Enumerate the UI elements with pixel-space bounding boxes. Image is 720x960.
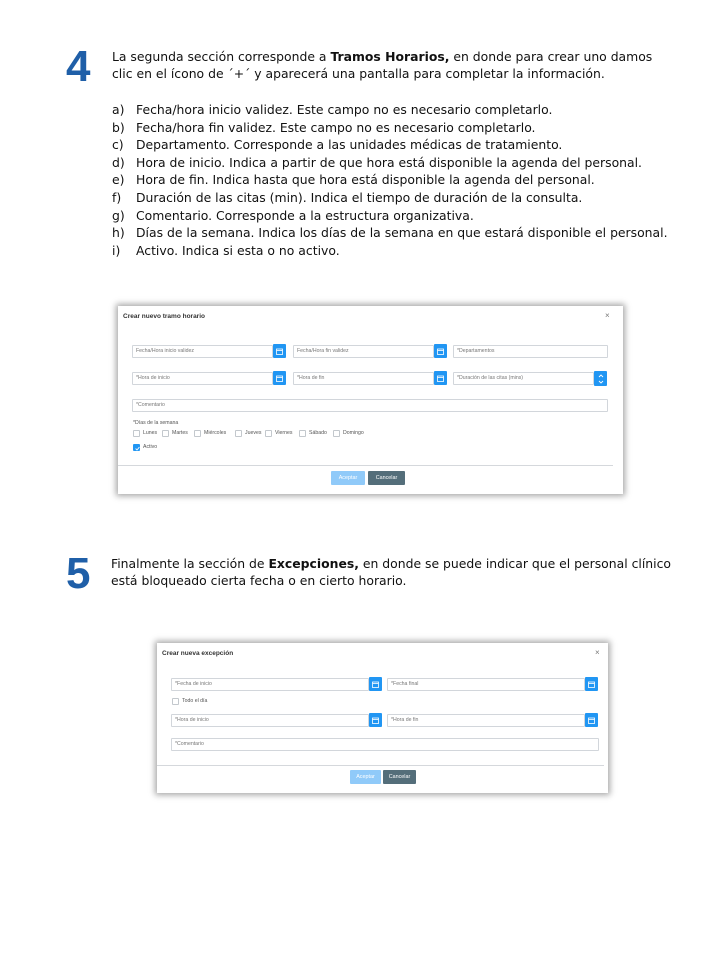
checkbox-sabado[interactable] [299, 430, 306, 437]
list-item [112, 224, 668, 242]
dia-label-miercoles: Miércoles [204, 430, 227, 436]
list-item [112, 101, 668, 119]
list-text: Duración de las citas (min). Indica el tiempo de duración de la consulta. [136, 189, 583, 205]
list-letter: i) [112, 242, 121, 258]
list-letter: f) [112, 189, 122, 205]
dia-label-sabado: Sábado [309, 430, 327, 436]
step-number-5: 5 [66, 549, 91, 598]
list-text: Fecha/hora fin validez. Este campo no es necesario completarlo. [136, 119, 536, 135]
section4-intro-post: en donde para crear uno damos clic en el ícono de ´+´ y aparecerá una pantalla para completar la información. [112, 49, 653, 81]
comentario-input[interactable]: *Comentario [171, 738, 599, 751]
section4-intro [112, 48, 672, 82]
section4-intro-pre: La segunda sección corresponde a [112, 49, 331, 64]
list-letter: e) [112, 172, 125, 188]
dialog-title: Crear nueva excepción [162, 650, 234, 657]
checkbox-miercoles[interactable] [194, 430, 201, 437]
calendar-icon[interactable] [434, 371, 447, 385]
fecha-final-input[interactable]: *Fecha final [387, 678, 585, 691]
aceptar-button[interactable]: Aceptar [331, 471, 365, 485]
dialog-footer-divider [118, 465, 613, 466]
dia-label-jueves: Jueves [245, 430, 262, 436]
calendar-icon[interactable] [369, 677, 382, 691]
comentario-input[interactable]: *Comentario [132, 399, 608, 412]
todo-el-dia-label: Todo el día [182, 698, 208, 704]
list-item [112, 242, 668, 260]
dialog-crear-excepcion [157, 643, 608, 793]
dia-label-martes: Martes [172, 430, 188, 436]
section5-intro-bold: Excepciones, [268, 556, 359, 571]
field-description-list [112, 101, 668, 259]
hora-fin-input[interactable]: *Hora de fin [293, 372, 434, 385]
fecha-inicio-validez-input[interactable]: Fecha/Hora inicio validez [132, 345, 273, 358]
cancelar-button[interactable]: Cancelar [383, 770, 416, 784]
dialog-footer-divider [157, 765, 604, 766]
list-text: Días de la semana. Indica los días de la semana en que estará disponible el personal. [136, 225, 668, 241]
list-item [112, 171, 668, 189]
list-text: Hora de fin. Indica hasta que hora está disponible la agenda del personal. [136, 172, 595, 188]
calendar-icon[interactable] [273, 371, 286, 385]
calendar-icon[interactable] [273, 344, 286, 358]
checkbox-viernes[interactable] [265, 430, 272, 437]
list-item [112, 154, 668, 172]
section5-intro-post: en donde se puede indicar que el personal clínico está bloqueado cierta fecha o en cierto horario. [111, 556, 671, 588]
dialog-title: Crear nuevo tramo horario [123, 313, 205, 320]
dia-label-viernes: Viernes [275, 430, 293, 436]
dias-semana-label: *Días de la semana [133, 420, 179, 426]
list-text: Activo. Indica si esta o no activo. [136, 242, 340, 258]
dia-label-lunes: Lunes [143, 430, 158, 436]
list-item [112, 119, 668, 137]
list-text: Hora de inicio. Indica a partir de que hora está disponible la agenda del personal. [136, 154, 642, 170]
calendar-icon[interactable] [434, 344, 447, 358]
hora-inicio-input[interactable]: *Hora de inicio [171, 714, 369, 727]
departamentos-select[interactable]: *Departamentos [453, 345, 608, 358]
calendar-icon[interactable] [369, 713, 382, 727]
list-item [112, 136, 668, 154]
list-letter: a) [112, 102, 125, 117]
spinner-arrows-icon[interactable] [594, 371, 607, 386]
duracion-citas-input[interactable]: *Duración de las citas (mins) [453, 372, 594, 385]
calendar-icon[interactable] [585, 677, 598, 691]
list-letter: d) [112, 154, 125, 170]
fecha-inicio-input[interactable]: *Fecha de inicio [171, 678, 369, 691]
list-letter: g) [112, 207, 125, 223]
close-icon[interactable]: × [605, 311, 610, 320]
close-icon[interactable]: × [595, 648, 600, 657]
dia-label-domingo: Domingo [343, 430, 364, 436]
list-text: Comentario. Corresponde a la estructura organizativa. [136, 207, 474, 223]
fecha-fin-validez-input[interactable]: Fecha/Hora fin validez [293, 345, 434, 358]
dialog-crear-tramo-horario [118, 306, 623, 494]
section4-intro-bold: Tramos Horarios, [330, 49, 450, 64]
calendar-icon[interactable] [585, 713, 598, 727]
cancelar-button[interactable]: Cancelar [368, 471, 405, 485]
list-text: Fecha/hora inicio validez. Este campo no es necesario completarlo. [136, 102, 553, 117]
checkbox-martes[interactable] [162, 430, 169, 437]
section5-intro [111, 555, 671, 589]
list-item [112, 207, 668, 225]
section5-intro-pre: Finalmente la sección de [111, 556, 269, 571]
checkbox-todo-el-dia[interactable] [172, 698, 179, 705]
activo-label: Activo [143, 444, 158, 450]
list-letter: c) [112, 137, 124, 153]
list-text: Departamento. Corresponde a las unidades médicas de tratamiento. [136, 137, 563, 153]
hora-fin-input[interactable]: *Hora de fin [387, 714, 585, 727]
aceptar-button[interactable]: Aceptar [350, 770, 381, 784]
step-number-4: 4 [66, 42, 91, 91]
list-letter: h) [112, 225, 125, 241]
checkbox-activo[interactable] [133, 444, 140, 451]
checkbox-lunes[interactable] [133, 430, 140, 437]
checkbox-domingo[interactable] [333, 430, 340, 437]
list-letter: b) [112, 119, 125, 135]
hora-inicio-input[interactable]: *Hora de inicio [132, 372, 273, 385]
list-item [112, 189, 668, 207]
checkbox-jueves[interactable] [235, 430, 242, 437]
